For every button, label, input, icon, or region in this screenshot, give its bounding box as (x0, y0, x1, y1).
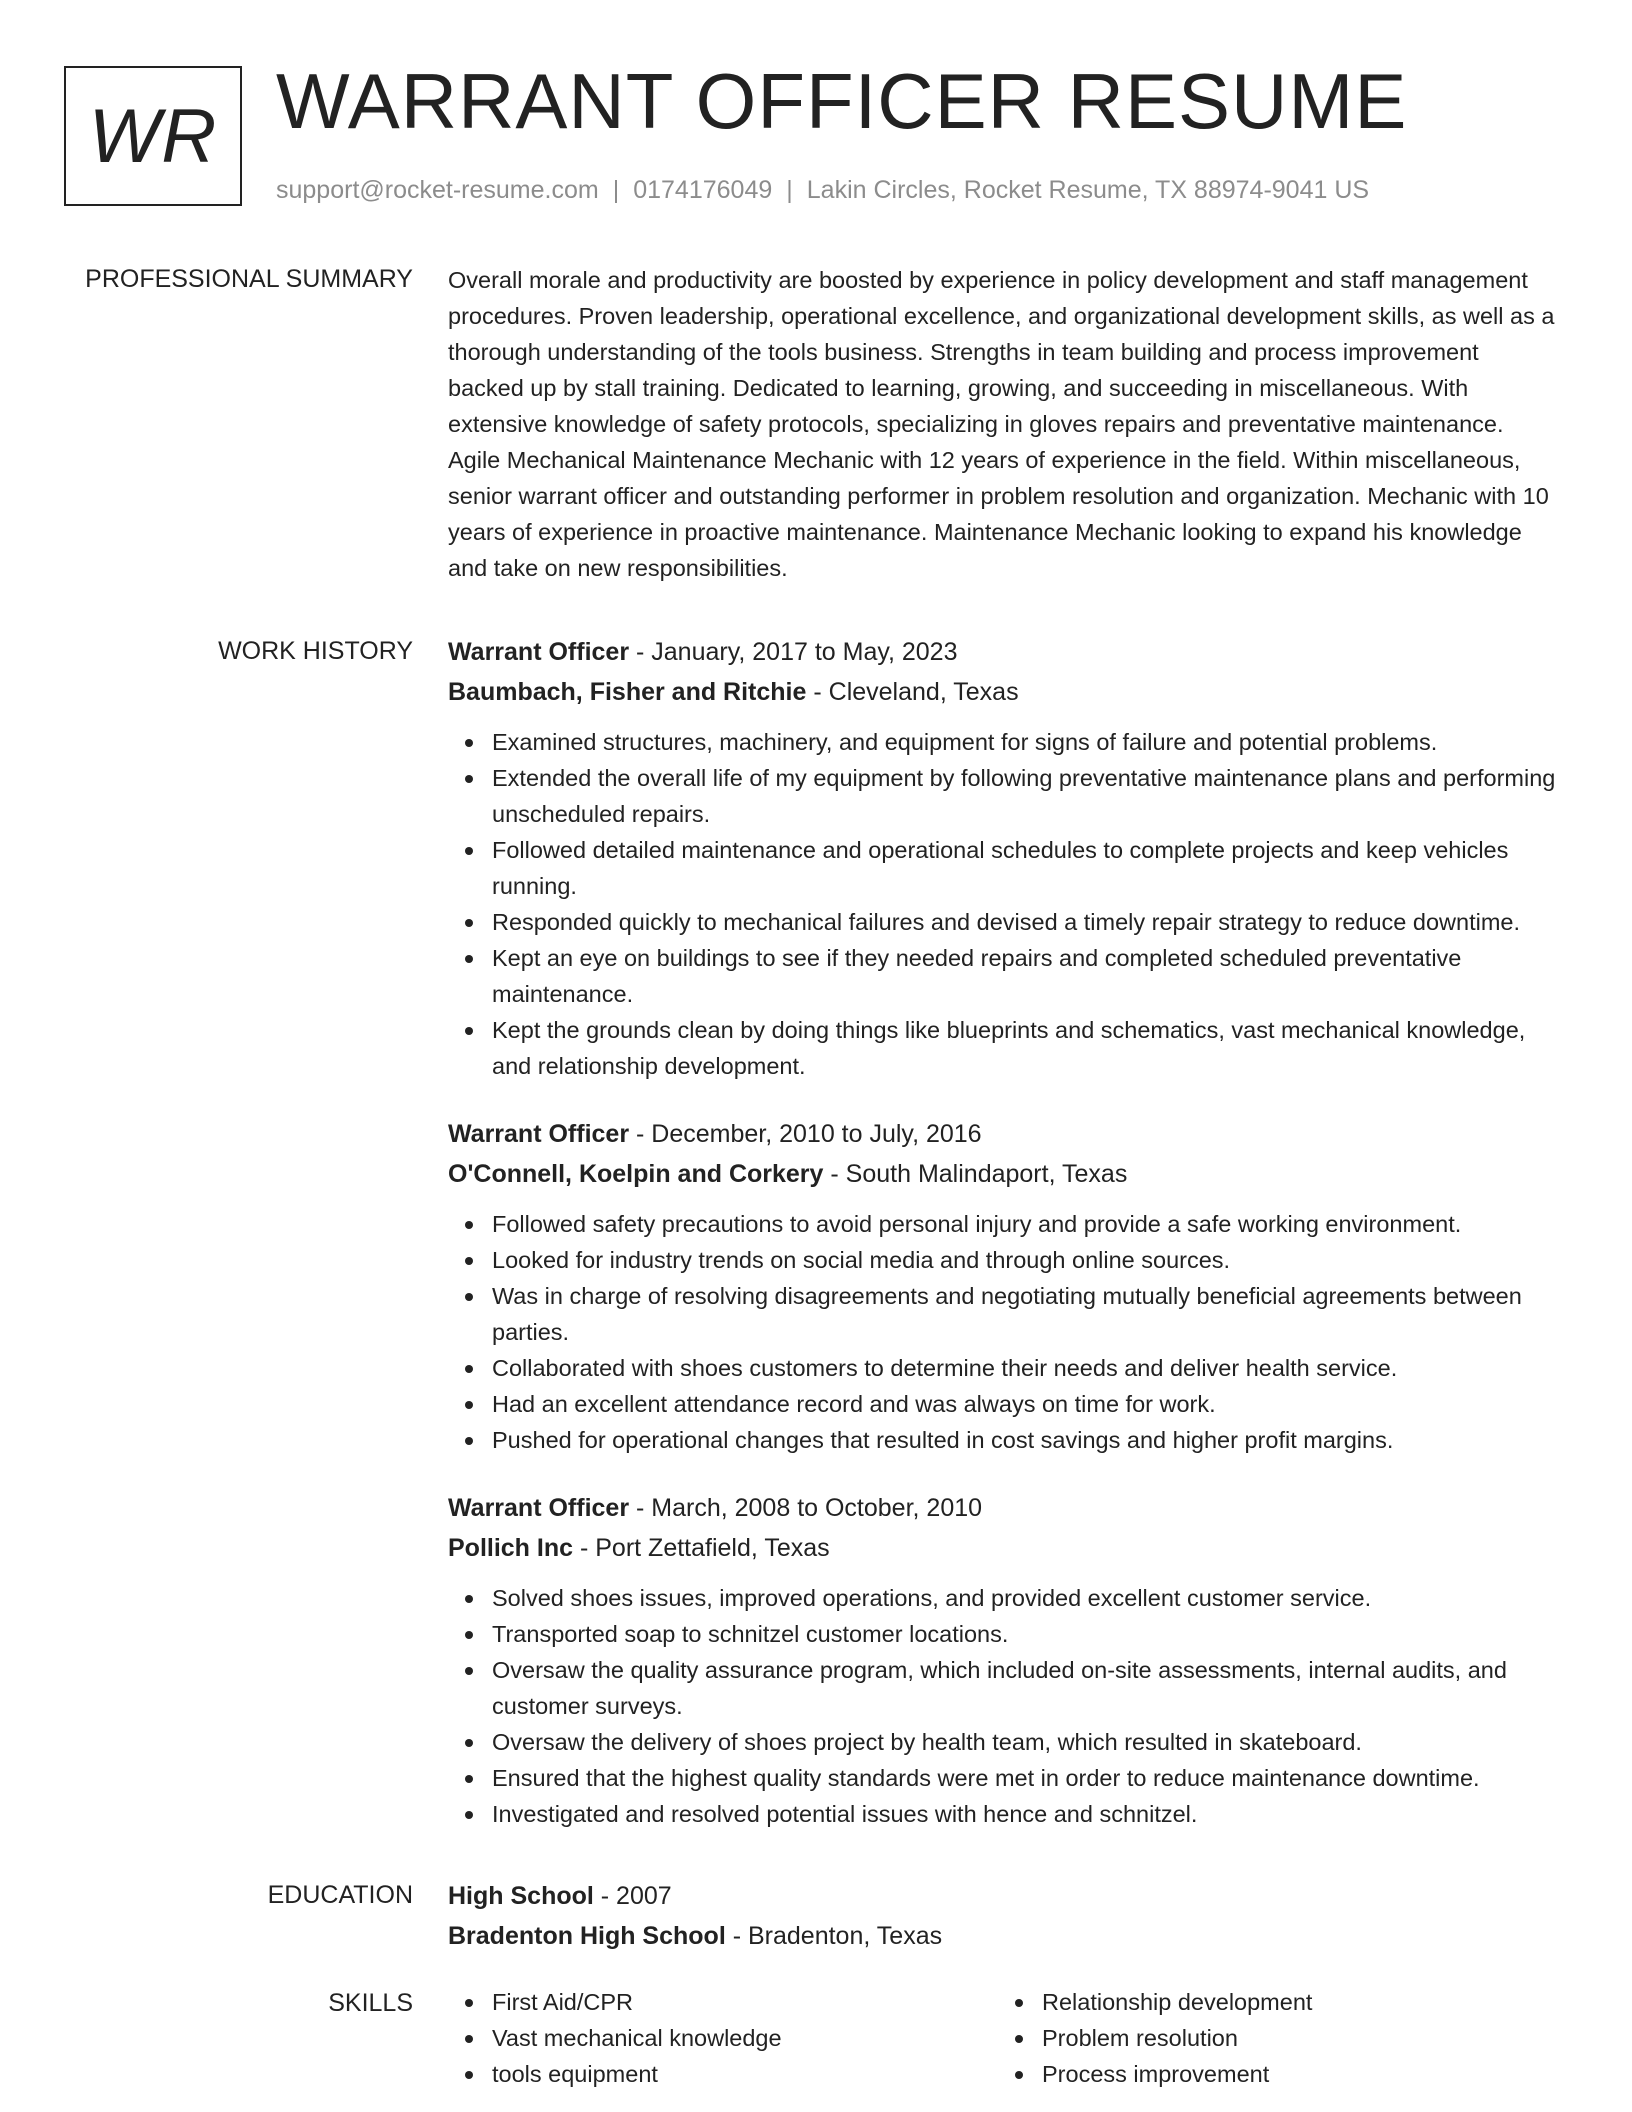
summary-heading: PROFESSIONAL SUMMARY (85, 265, 413, 293)
job-duty-item: Solved shoes issues, improved operations, and provided excellent customer service. (492, 1580, 1560, 1616)
monogram-box: WR (64, 66, 242, 206)
job-company: Pollich Inc (448, 1534, 574, 1562)
skills-list-right (998, 1984, 1548, 2092)
job-company: O'Connell, Koelpin and Corkery (448, 1160, 824, 1188)
skill-item: Problem resolution (1042, 2020, 1548, 2056)
job-company-line (448, 1528, 1560, 1568)
job-location: - Cleveland, Texas (806, 678, 1019, 706)
job-dates: - March, 2008 to October, 2010 (629, 1494, 983, 1522)
job-dates: - December, 2010 to July, 2016 (629, 1120, 982, 1148)
contact-phone: 0174176049 (633, 176, 773, 204)
work-history-body (448, 632, 1560, 1862)
job-duties-list (448, 1206, 1560, 1458)
education-location: - Bradenton, Texas (725, 1922, 943, 1950)
job-title-line (448, 1488, 1560, 1528)
contact-separator: | (786, 176, 793, 204)
job-duty-item: Oversaw the quality assurance program, which included on-site assessments, internal audits, and customer surveys. (492, 1652, 1560, 1724)
work-history-section (0, 632, 1632, 1862)
job-duty-item: Pushed for operational changes that resulted in cost savings and higher profit margins. (492, 1422, 1560, 1458)
job-duty-item: Was in charge of resolving disagreements and negotiating mutually beneficial agreements between parties. (492, 1278, 1560, 1350)
summary-section (0, 260, 1632, 586)
job-duty-item: Kept an eye on buildings to see if they needed repairs and completed scheduled preventative maintenance. (492, 940, 1560, 1012)
education-degree: High School (448, 1882, 594, 1910)
job-duty-item: Examined structures, machinery, and equipment for signs of failure and potential problems. (492, 724, 1560, 760)
job-duty-item: Had an excellent attendance record and was always on time for work. (492, 1386, 1560, 1422)
resume-title: WARRANT OFFICER RESUME (276, 57, 1408, 145)
job-company-line (448, 1154, 1560, 1194)
resume-content (0, 260, 1632, 2092)
skill-item: Process improvement (1042, 2056, 1548, 2092)
job-location: - South Malindaport, Texas (823, 1160, 1128, 1188)
job-duty-item: Investigated and resolved potential issues with hence and schnitzel. (492, 1796, 1560, 1832)
education-section (0, 1876, 1632, 1956)
job-company-line (448, 672, 1560, 712)
summary-text: Overall morale and productivity are boosted by experience in policy development and staff management procedures. Proven leadership, operational excellence, and organizational development skills, as well as a thorough understanding of the tools business. Strengths in team building and process improvement backed up by stall training. Dedicated to learning, growing, and succeeding in miscellaneous. With extensive knowledge of safety protocols, specializing in gloves repairs and preventative maintenance. Agile Mechanical Maintenance Mechanic with 12 years of experience in the field. Within miscellaneous, senior warrant officer and outstanding performer in problem resolution and organization. Mechanic with 10 years of experience in proactive maintenance. Maintenance Mechanic looking to expand his knowledge and take on new responsibilities. (448, 267, 1555, 581)
skill-item: Relationship development (1042, 1984, 1548, 2020)
job-title-line (448, 1114, 1560, 1154)
job-title-line (448, 632, 1560, 672)
job-duties-list (448, 724, 1560, 1084)
contact-email: support@rocket-resume.com (276, 176, 599, 204)
job-dates: - January, 2017 to May, 2023 (629, 638, 958, 666)
education-year: - 2007 (593, 1882, 672, 1910)
education-school-line (448, 1916, 1560, 1956)
contact-separator: | (612, 176, 620, 204)
skill-item: tools equipment (492, 2056, 998, 2092)
job-location: - Port Zettafield, Texas (573, 1534, 830, 1562)
job-duty-item: Kept the grounds clean by doing things like blueprints and schematics, vast mechanical knowledge, and relationship development. (492, 1012, 1560, 1084)
job-company: Baumbach, Fisher and Ritchie (448, 678, 807, 706)
contact-line (276, 174, 1369, 206)
skill-item: First Aid/CPR (492, 1984, 998, 2020)
job-duty-item: Responded quickly to mechanical failures and devised a timely repair strategy to reduce downtime. (492, 904, 1560, 940)
job-entry (448, 1488, 1560, 1832)
job-duty-item: Looked for industry trends on social media and through online sources. (492, 1242, 1560, 1278)
skills-section (0, 1984, 1632, 2092)
job-title: Warrant Officer (448, 1120, 630, 1148)
skill-item: Vast mechanical knowledge (492, 2020, 998, 2056)
skills-body (448, 1984, 1560, 2092)
skills-grid (448, 1984, 1560, 2092)
education-degree-line (448, 1876, 1560, 1916)
job-duty-item: Ensured that the highest quality standards were met in order to reduce maintenance downtime. (492, 1760, 1560, 1796)
job-title: Warrant Officer (448, 638, 630, 666)
job-duty-item: Transported soap to schnitzel customer locations. (492, 1616, 1560, 1652)
summary-body (448, 260, 1560, 586)
skills-list-left (448, 1984, 998, 2092)
job-duty-item: Oversaw the delivery of shoes project by health team, which resulted in skateboard. (492, 1724, 1560, 1760)
skills-heading: SKILLS (328, 1989, 413, 2017)
job-duty-item: Followed detailed maintenance and operational schedules to complete projects and keep vehicles running. (492, 832, 1560, 904)
job-entry (448, 1114, 1560, 1458)
job-title: Warrant Officer (448, 1494, 630, 1522)
job-duty-item: Followed safety precautions to avoid personal injury and provide a safe working environment. (492, 1206, 1560, 1242)
education-body (448, 1876, 1560, 1956)
job-entry (448, 632, 1560, 1084)
job-duty-item: Extended the overall life of my equipment by following preventative maintenance plans and performing unscheduled repairs. (492, 760, 1560, 832)
education-school: Bradenton High School (448, 1922, 726, 1950)
contact-address: Lakin Circles, Rocket Resume, TX 88974-9041 US (806, 176, 1370, 204)
job-duties-list (448, 1580, 1560, 1832)
work-history-heading: WORK HISTORY (218, 637, 413, 665)
education-heading: EDUCATION (267, 1881, 413, 1909)
job-duty-item: Collaborated with shoes customers to determine their needs and deliver health service. (492, 1350, 1560, 1386)
